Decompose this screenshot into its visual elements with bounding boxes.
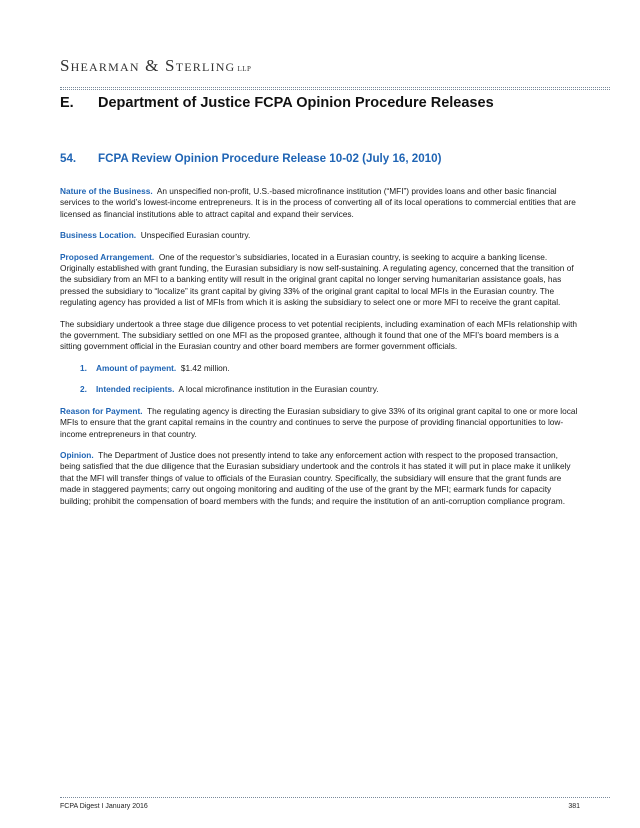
arrangement-paragraph (60, 252, 580, 309)
header-divider-secondary (60, 89, 610, 90)
location-text: Unspecified Eurasian country. (140, 230, 251, 241)
list-item-number: 2. (80, 384, 87, 395)
opinion-label: Opinion. (60, 449, 94, 460)
reason-paragraph (60, 406, 580, 440)
section-title: Department of Justice FCPA Opinion Procedure Releases (98, 95, 494, 111)
release-number: 54. (60, 152, 77, 165)
firm-logo-suffix: LLP (237, 65, 252, 73)
release-heading (60, 152, 441, 165)
list-item (60, 384, 580, 395)
page-number: 381 (568, 803, 580, 810)
nature-paragraph (60, 186, 580, 220)
release-title: FCPA Review Opinion Procedure Release 10-02 (July 16, 2010) (98, 152, 442, 165)
reason-label: Reason for Payment. (60, 405, 143, 416)
opinion-paragraph (60, 450, 580, 507)
firm-logo (60, 56, 251, 76)
list-item-label: Amount of payment. (96, 362, 177, 373)
reason-text: The regulating agency is directing the Eurasian subsidiary to give 33% of its original grant capital to one or more local MFIs to ensure that the grant capital remains in the country and continues to serve the purpose of providing financial opportunities to low-income entrepreneurs in that country. (60, 405, 578, 439)
section-letter: E. (60, 95, 74, 111)
header-divider (60, 87, 610, 88)
list-item-text: $1.42 million. (180, 362, 230, 373)
nature-label: Nature of the Business. (60, 186, 153, 196)
diligence-paragraph (60, 319, 580, 353)
location-label: Business Location. (60, 230, 137, 241)
footer-publication: FCPA Digest I January 2016 (60, 803, 148, 810)
opinion-text: The Department of Justice does not presently intend to take any enforcement action with respect to the proposed transaction, being satisfied that the due diligence that the Eurasian subsidiary undertook and the controls it has stated it will put in place make it unlikely that the MFI will transfer things of value to officials of the Eurasian country. Specifically, the subsidiary will ensure that the grant funds are made in staggered payments; carry out ongoing monitoring and auditing of the use of the grant by the MFI; earmark funds for capacity building; prohibit the compensation of board members with the funds; and require the institution of an anti-corruption compliance program. (60, 449, 571, 506)
location-paragraph (60, 230, 580, 241)
list-item (60, 363, 580, 374)
section-heading (60, 95, 494, 111)
document-body (60, 186, 580, 517)
list-item-label: Intended recipients. (96, 384, 175, 395)
firm-logo-text: Shearman & Sterling (60, 56, 236, 75)
arrangement-text: One of the requestor’s subsidiaries, located in a Eurasian country, is seeking to acquire a banking license. Originally established with grant funding, the Eurasian subsidiary is now self-sustaining. A regulating agency, concerned that the transition of the subsidiary from an MFI to a banking entity will result in the original grant capital no longer serving humanitarian assistance goals, has pressed the subsidiary to “localize” its grant capital by giving 33% of the original grant capital to local MFIs in the Eurasian country. The regulating agency has provided a list of MFIs from which it is asking the subsidiary to select one or more MFI to receive the grant capital. (60, 251, 574, 308)
diligence-text: The subsidiary undertook a three stage due diligence process to vet potential recipients, including examination of each MFIs relationship with the government. The subsidiary settled on one MFI as the proposed grantee, although it found that one of the MFI’s board members is a sitting government official in the Eurasian country and other board members are former government officials. (60, 318, 578, 352)
footer-divider (60, 797, 610, 798)
nature-text: An unspecified non-profit, U.S.-based microfinance institution (“MFI”) provides loans and other basic financial services to the world’s lowest-income entrepreneurs. It is in the process of converting all of its local operations to commercial entities that are licensed as financial institutions able to attract capital and expand their services. (60, 186, 576, 219)
arrangement-label: Proposed Arrangement. (60, 251, 155, 262)
list-item-text: A local microfinance institution in the Eurasian country. (178, 384, 379, 395)
list-item-number: 1. (80, 362, 87, 373)
